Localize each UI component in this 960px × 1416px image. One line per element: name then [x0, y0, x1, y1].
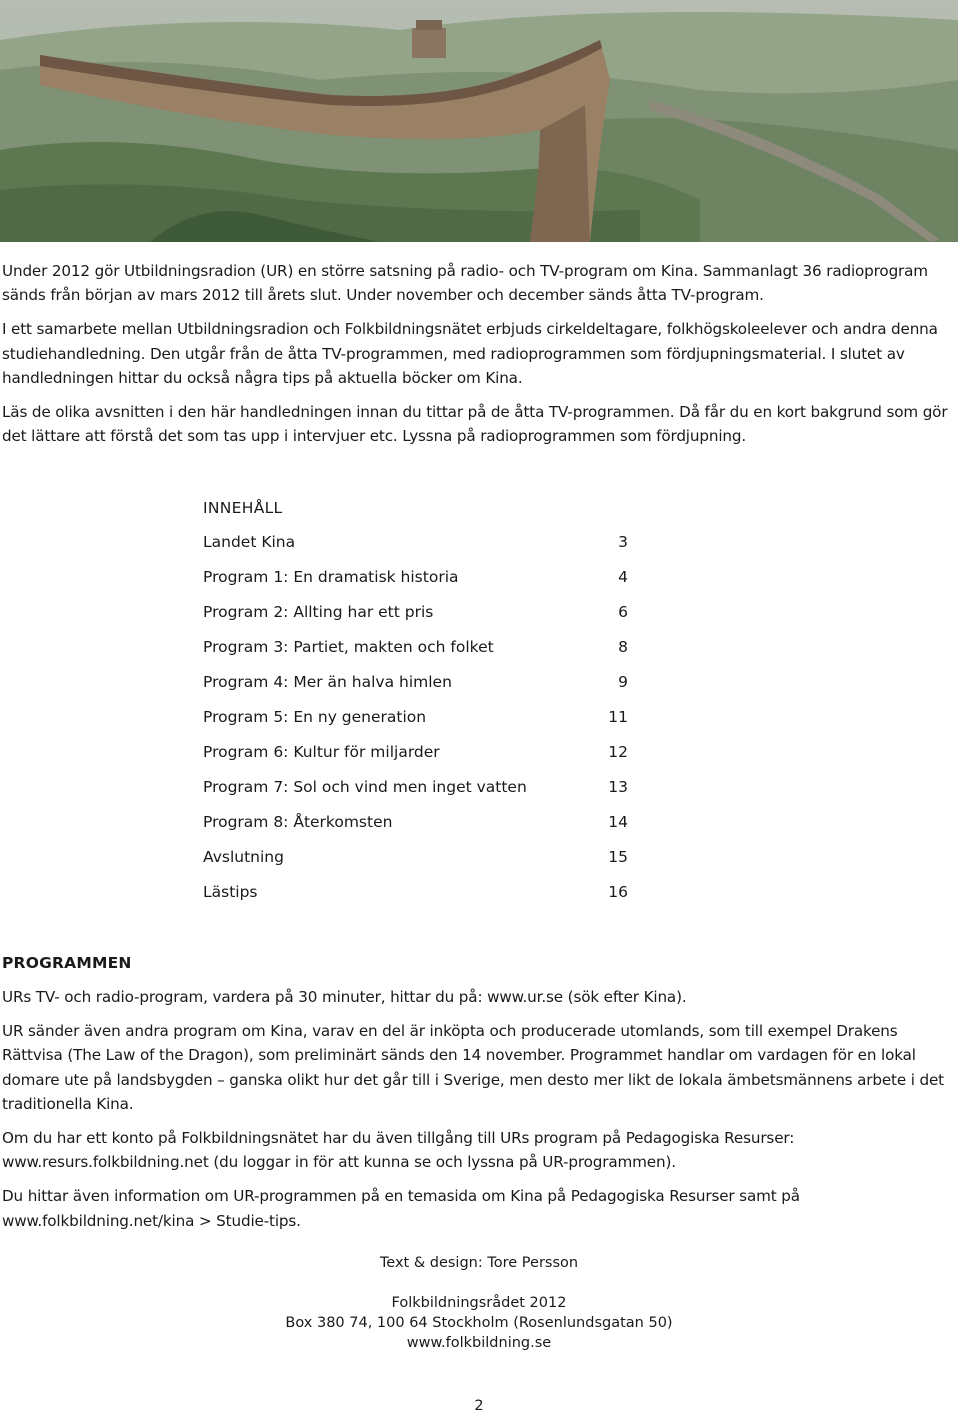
publisher: Folkbildningsrådet 2012 [391, 1295, 567, 1311]
toc-item-page: 15 [608, 848, 628, 866]
toc-item-title: Avslutning [203, 848, 284, 866]
toc-item-page: 8 [618, 638, 628, 656]
great-wall-image [0, 0, 958, 242]
intro-paragraph: Under 2012 gör Utbildningsradion (UR) en större satsning på radio- och TV-program om Kina. Sammanlagt 36 radioprogram sänds från början av mars 2012 till årets slut. Under november och december sänds åtta TV-program. [2, 262, 928, 305]
toc-item-page: 6 [618, 603, 628, 621]
toc-item-title: Program 6: Kultur för miljarder [203, 743, 440, 761]
toc-item [203, 740, 628, 775]
great-wall-photo [0, 0, 958, 242]
toc-item-page: 16 [608, 883, 628, 901]
intro-paragraph: I ett samarbete mellan Utbildningsradion och Folkbildningsnätet erbjuds cirkeldeltagare, folkhögskoleelever och andra denna studiehandledning. Den utgår från de åtta TV-programmen, med radioprogrammen som fördjupningsmaterial. I slutet av handledningen hittar du också några tips på aktuella böcker om Kina. [2, 320, 938, 387]
toc-item [203, 880, 628, 915]
toc-item-title: Lästips [203, 883, 258, 901]
address: Box 380 74, 100 64 Stockholm (Rosenlundsgatan 50) [285, 1315, 673, 1331]
programmen-paragraph: Du hittar även information om UR-programmen på en temasida om Kina på Pedagogiska Resurser samt på www.folkbildning.net/kina > Studie-tips. [2, 1187, 800, 1230]
toc-item-title: Program 1: En dramatisk historia [203, 568, 459, 586]
toc-item [203, 600, 628, 635]
toc-item-title: Program 4: Mer än halva himlen [203, 673, 452, 691]
toc-item-title: Program 3: Partiet, makten och folket [203, 638, 494, 656]
intro-paragraph: Läs de olika avsnitten i den här handledningen innan du tittar på de åtta TV-programmen. Då får du en kort bakgrund som gör det lättare att förstå det som tas upp i intervjuer etc. Lyssna på radioprogrammen som fördjupning. [2, 403, 948, 446]
toc-item [203, 670, 628, 705]
toc-item-page: 12 [608, 743, 628, 761]
design-credit: Text & design: Tore Persson [379, 1255, 579, 1271]
toc-item [203, 775, 628, 810]
toc-item-page: 3 [618, 533, 628, 551]
intro-section [2, 259, 954, 458]
toc-item-title: Landet Kina [203, 533, 296, 551]
toc-item [203, 565, 628, 600]
programmen-paragraph: URs TV- och radio-program, vardera på 30 minuter, hittar du på: www.ur.se (sök efter Kina). [2, 988, 687, 1006]
toc-item [203, 845, 628, 880]
credits [0, 1253, 958, 1353]
toc-item-title: Program 2: Allting har ett pris [203, 603, 434, 621]
toc-item [203, 530, 628, 565]
toc-heading: INNEHÅLL [203, 499, 283, 517]
toc-item [203, 635, 628, 670]
programmen-paragraph: UR sänder även andra program om Kina, varav en del är inköpta och producerade utomlands, som till exempel Drakens Rättvisa (The Law of the Dragon), som preliminärt sänds den 14 november. Programmet handlar om vardagen för en lokal domare ute på landsbygden – ganska olikt hur det går till i Sverige, men desto mer likt de lokala ämbetsmännens arbete i det traditionella Kina. [2, 1022, 944, 1113]
toc-item [203, 810, 628, 845]
toc-item-title: Program 7: Sol och vind men inget vatten [203, 778, 527, 796]
page-number: 2 [474, 1398, 484, 1414]
website-link[interactable]: www.folkbildning.se [406, 1335, 552, 1351]
toc-item-page: 13 [608, 778, 628, 796]
toc-item-title: Program 8: Återkomsten [203, 813, 393, 831]
table-of-contents [203, 496, 628, 915]
toc-item-page: 9 [618, 673, 628, 691]
programmen-paragraph: Om du har ett konto på Folkbildningsnätet har du även tillgång till URs program på Pedagogiska Resurser: www.resurs.folkbildning.net (du loggar in för att kunna se och lyssna på UR-programmen). [2, 1129, 795, 1172]
toc-item-title: Program 5: En ny generation [203, 708, 427, 726]
programmen-section [2, 951, 954, 1243]
toc-item-page: 14 [608, 813, 628, 831]
toc-item [203, 705, 628, 740]
toc-item-page: 11 [608, 708, 628, 726]
programmen-heading: PROGRAMMEN [2, 954, 132, 972]
toc-item-page: 4 [618, 568, 628, 586]
